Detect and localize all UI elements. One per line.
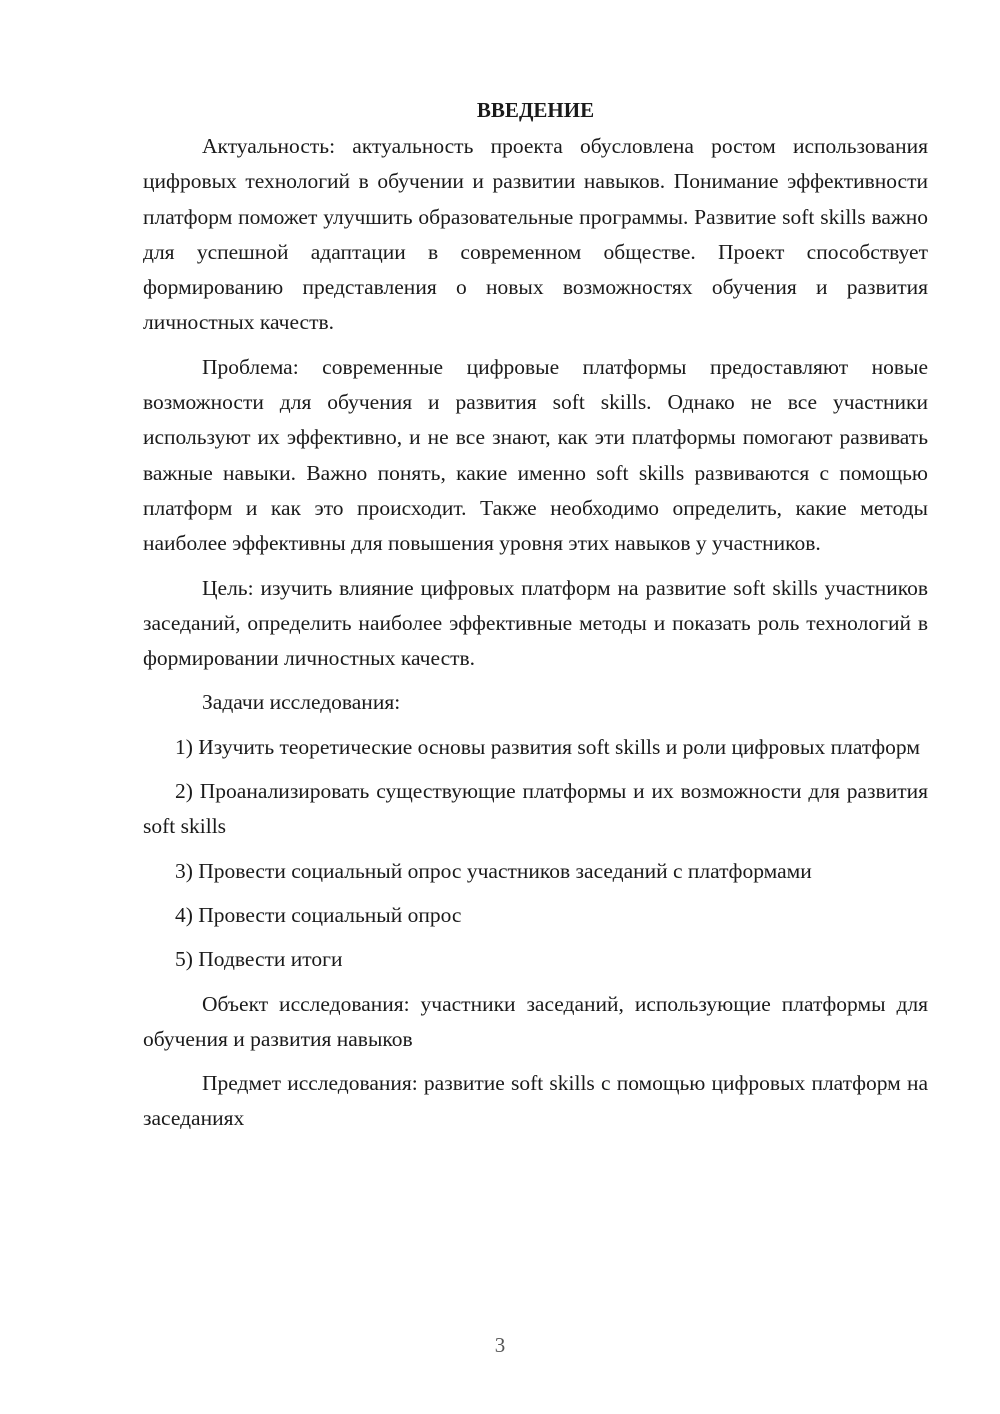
page-number: 3 xyxy=(494,1333,506,1357)
research-subject-paragraph: Предмет исследования: развитие soft skills с помощью цифровых платформ на заседаниях xyxy=(143,1071,928,1131)
tasks-heading: Задачи исследования: xyxy=(202,690,401,715)
task-item: 2) Проанализировать существующие платформы и их возможности для развития soft skills xyxy=(143,779,928,839)
task-item: 4) Провести социальный опрос xyxy=(175,902,462,927)
document-page xyxy=(143,92,928,1146)
task-item: 5) Подвести итоги xyxy=(175,947,343,972)
task-item: 1) Изучить теоретические основы развития soft skills и роли цифровых платформ xyxy=(175,734,920,759)
goal-paragraph: Цель: изучить влияние цифровых платформ на развитие soft skills участников заседаний, определить наиболее эффективные методы и показать роль технологий в формировании личностных качеств. xyxy=(143,575,928,671)
section-heading: ВВЕДЕНИЕ xyxy=(476,98,595,122)
research-object-paragraph: Объект исследования: участники заседаний, использующие платформы для обучения и развития навыков xyxy=(143,991,928,1051)
relevance-paragraph: Актуальность: актуальность проекта обусловлена ростом использования цифровых технологий в обучении и развитии навыков. Понимание эффективности платформ поможет улучшить образовательные программы. Развитие soft skills важно для успешной адаптации в современном обществе. Проект способствует формированию представления о новых возможностях обучения и развития личностных качеств. xyxy=(143,134,928,335)
task-item: 3) Провести социальный опрос участников заседаний с платформами xyxy=(175,858,812,883)
problem-paragraph: Проблема: современные цифровые платформы предоставляют новые возможности для обучения и развития soft skills. Однако не все участники используют их эффективно, и не все знают, как эти платформы помогают развивать важные навыки. Важно понять, какие именно soft skills развиваются с помощью платформ и как это происходит. Также необходимо определить, какие методы наиболее эффективны для повышения уровня этих навыков у участников. xyxy=(143,354,928,556)
